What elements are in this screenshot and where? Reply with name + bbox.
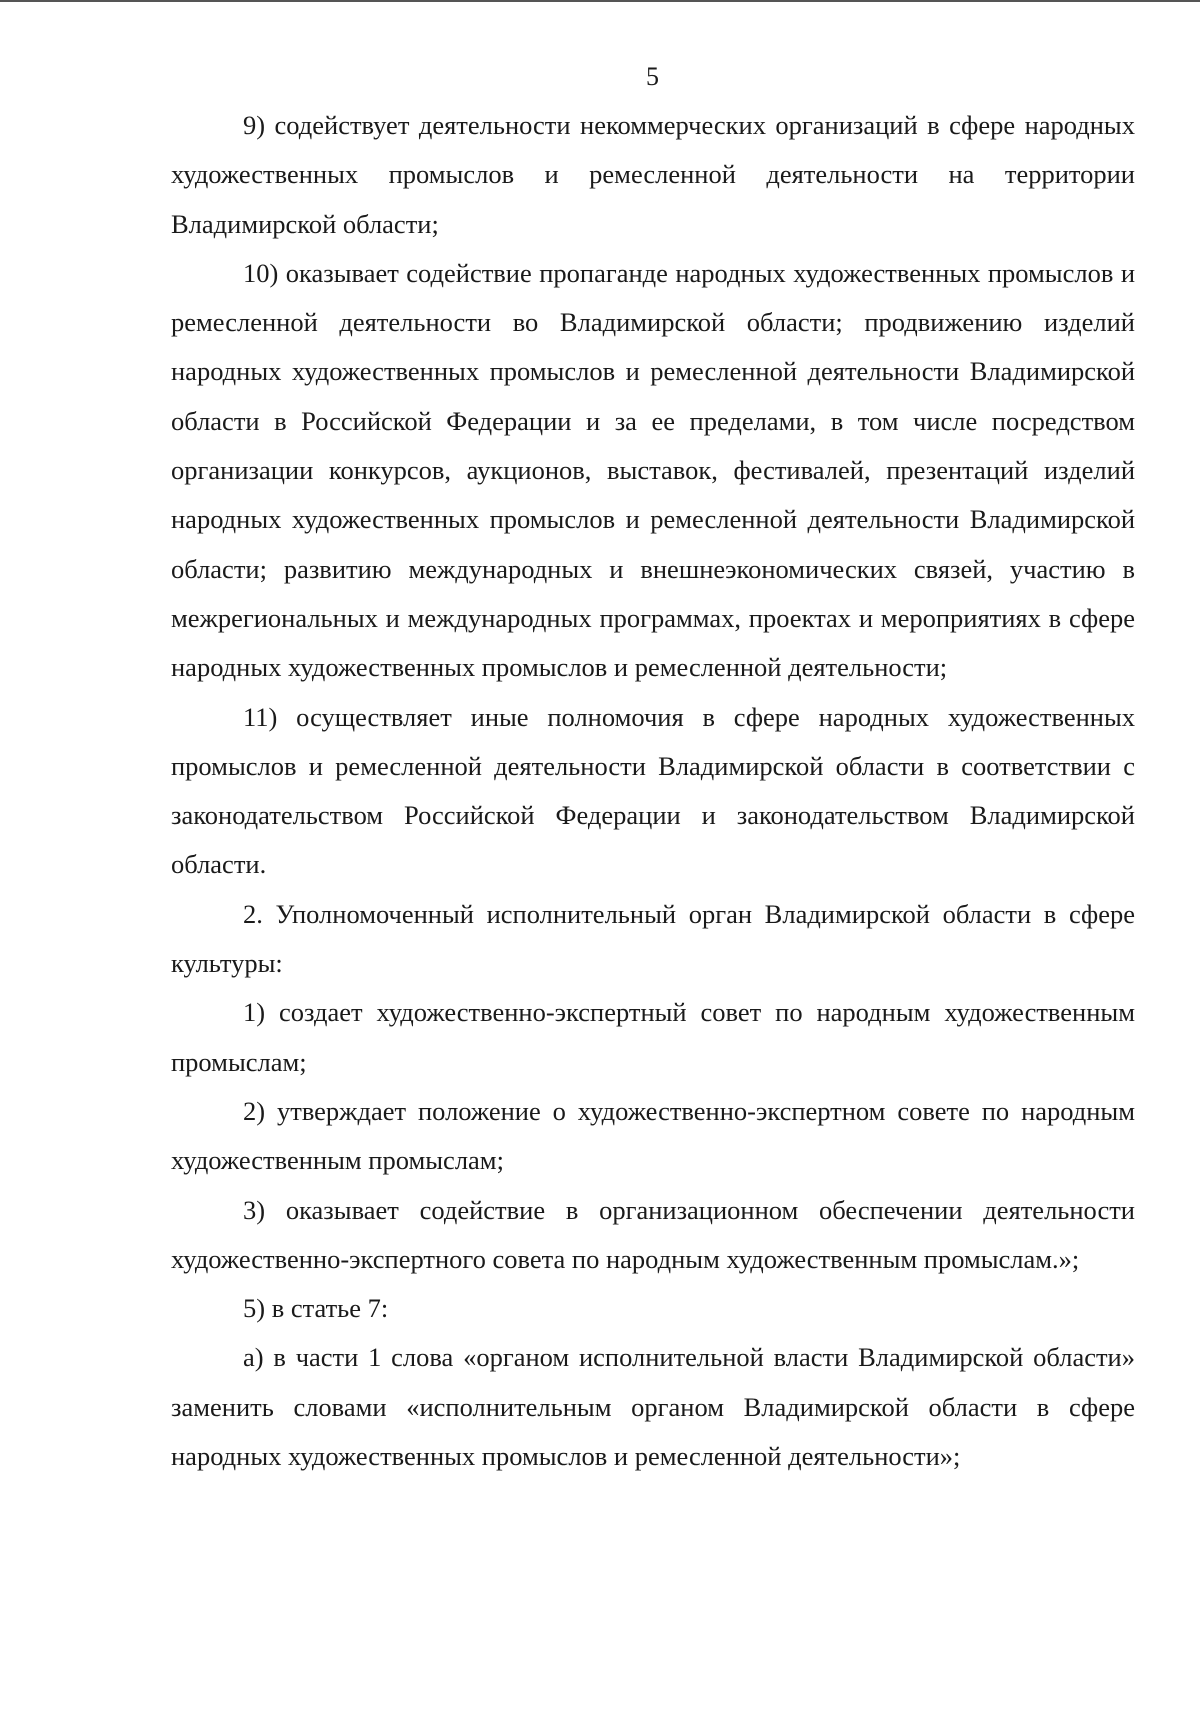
paragraph-amendment-5: 5) в статье 7: — [243, 1293, 389, 1324]
paragraph-part-2-item-1: 1) создает художественно-экспертный совет по народным художественным промыслам; — [171, 997, 1135, 1077]
paragraph-item-11: 11) осуществляет иные полномочия в сфере народных художественных промыслов и ремесленной деятельности Владимирской области в соответствии с законодательством Российской Федерации и законодательством Владимирской области. — [171, 701, 1135, 880]
paragraph-amendment-5a: а) в части 1 слова «органом исполнительной власти Владимирской области» заменить словами «исполнительным органом Владимирской области в сфере народных художественных промыслов и ремесленной деятельности»; — [171, 1342, 1135, 1472]
page-number: 5 — [646, 62, 659, 91]
paragraph-part-2-item-2: 2) утверждает положение о художественно-экспертном совете по народным художественным промыслам; — [171, 1095, 1135, 1176]
paragraph-part-2: 2. Уполномоченный исполнительный орган Владимирской области в сфере культуры: — [171, 898, 1135, 979]
document-body — [171, 101, 1135, 1481]
paragraph-item-9: 9) содействует деятельности некоммерческих организаций в сфере народных художественных промыслов и ремесленной деятельности на территории Владимирской области; — [171, 110, 1135, 239]
paragraph-item-10: 10) оказывает содействие пропаганде народных художественных промыслов и ремесленной деятельности во Владимирской области; продвижению изделий народных художественных промыслов и ремесленной деятельности Владимирской области в Российской Федерации и за ее пределами, в том числе посредством организации конкурсов, аукционов, выставок, фестивалей, презентаций изделий народных художественных промыслов и ремесленной деятельности Владимирской области; развитию международных и внешнеэкономических связей, участию в межрегиональных и международных программах, проектах и мероприятиях в сфере народных художественных промыслов и ремесленной деятельности; — [171, 257, 1135, 683]
scan-top-edge — [0, 0, 1200, 2]
paragraph-part-2-item-3: 3) оказывает содействие в организационном обеспечении деятельности художественно-экспертного совета по народным художественным промыслам.»; — [171, 1194, 1135, 1274]
